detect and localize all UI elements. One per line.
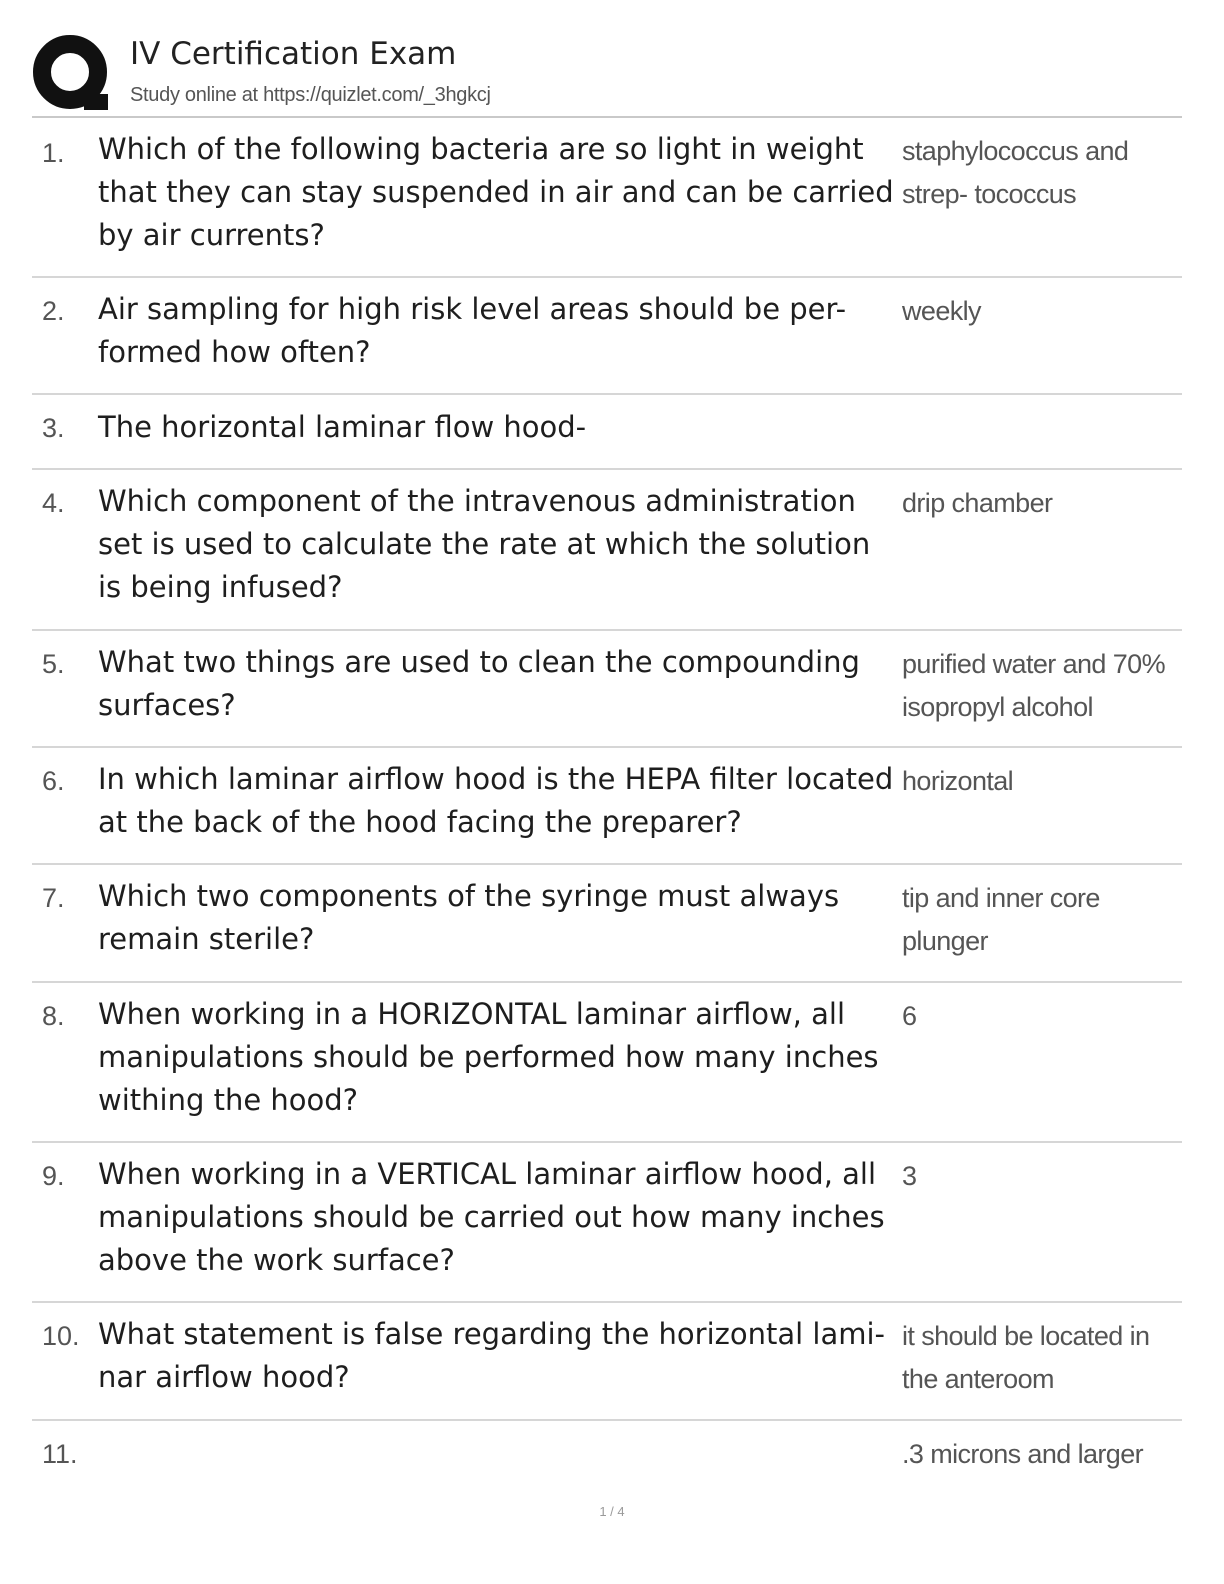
card-term: What statement is false regarding the horizontal lami- nar airflow hood? xyxy=(98,1317,885,1394)
flashcard-row xyxy=(32,748,1182,865)
header xyxy=(32,30,1182,116)
study-link-text: Study online at https://quizlet.com/_3hgkcj xyxy=(130,84,491,106)
card-definition: 3 xyxy=(902,1161,917,1191)
card-number: 2. xyxy=(42,296,65,326)
page-title: IV Certification Exam xyxy=(130,36,457,72)
card-number: 1. xyxy=(42,138,65,168)
flashcard-row xyxy=(32,278,1182,395)
card-term: What two things are used to clean the compounding surfaces? xyxy=(98,645,860,722)
flashcard-row xyxy=(32,631,1182,748)
card-number: 9. xyxy=(42,1161,65,1191)
card-definition: horizontal xyxy=(902,766,1014,796)
card-definition: staphylococcus and strep- tococcus xyxy=(902,136,1129,209)
flashcard-row xyxy=(32,118,1182,278)
card-number: 7. xyxy=(42,883,65,913)
flashcard-row xyxy=(32,865,1182,983)
card-definition: it should be located in the anteroom xyxy=(902,1321,1150,1394)
card-number: 5. xyxy=(42,649,65,679)
card-definition: .3 microns and larger xyxy=(902,1439,1144,1469)
card-term: In which laminar airflow hood is the HEPA filter located at the back of the hood facing the preparer? xyxy=(98,762,894,839)
card-term: Air sampling for high risk level areas should be per- formed how often? xyxy=(98,292,847,369)
card-definition: 6 xyxy=(902,1001,917,1031)
card-term: The horizontal laminar flow hood- xyxy=(98,410,587,444)
quizlet-logo-icon xyxy=(32,34,112,114)
card-term: Which component of the intravenous administration set is used to calculate the rate at which the solution is being infused? xyxy=(98,484,871,604)
card-term: Which two components of the syringe must always remain sterile? xyxy=(98,879,840,956)
card-definition: tip and inner core plunger xyxy=(902,883,1100,956)
flashcard-row xyxy=(32,983,1182,1143)
card-number: 10. xyxy=(42,1321,80,1351)
flashcard-row xyxy=(32,1421,1182,1493)
flashcard-row xyxy=(32,1143,1182,1303)
card-number: 3. xyxy=(42,413,65,443)
card-definition: drip chamber xyxy=(902,488,1053,518)
page-number: 1 / 4 xyxy=(599,1504,625,1519)
card-definition: weekly xyxy=(902,296,981,326)
card-term: When working in a HORIZONTAL laminar airflow, all manipulations should be performed how many inches withing the hood? xyxy=(98,997,879,1117)
card-number: 6. xyxy=(42,766,65,796)
card-definition: purified water and 70% isopropyl alcohol xyxy=(902,649,1165,722)
card-number: 11. xyxy=(42,1439,78,1469)
card-term: When working in a VERTICAL laminar airflow hood, all manipulations should be carried out how many inches above the work surface? xyxy=(98,1157,885,1277)
flashcard-row xyxy=(32,470,1182,631)
card-number: 8. xyxy=(42,1001,65,1031)
flashcard-list xyxy=(32,118,1182,1493)
card-term: Which of the following bacteria are so light in weight that they can stay suspended in air and can be carried by air currents? xyxy=(98,132,894,252)
flashcard-row xyxy=(32,1303,1182,1421)
flashcard-row xyxy=(32,395,1182,470)
card-number: 4. xyxy=(42,488,65,518)
